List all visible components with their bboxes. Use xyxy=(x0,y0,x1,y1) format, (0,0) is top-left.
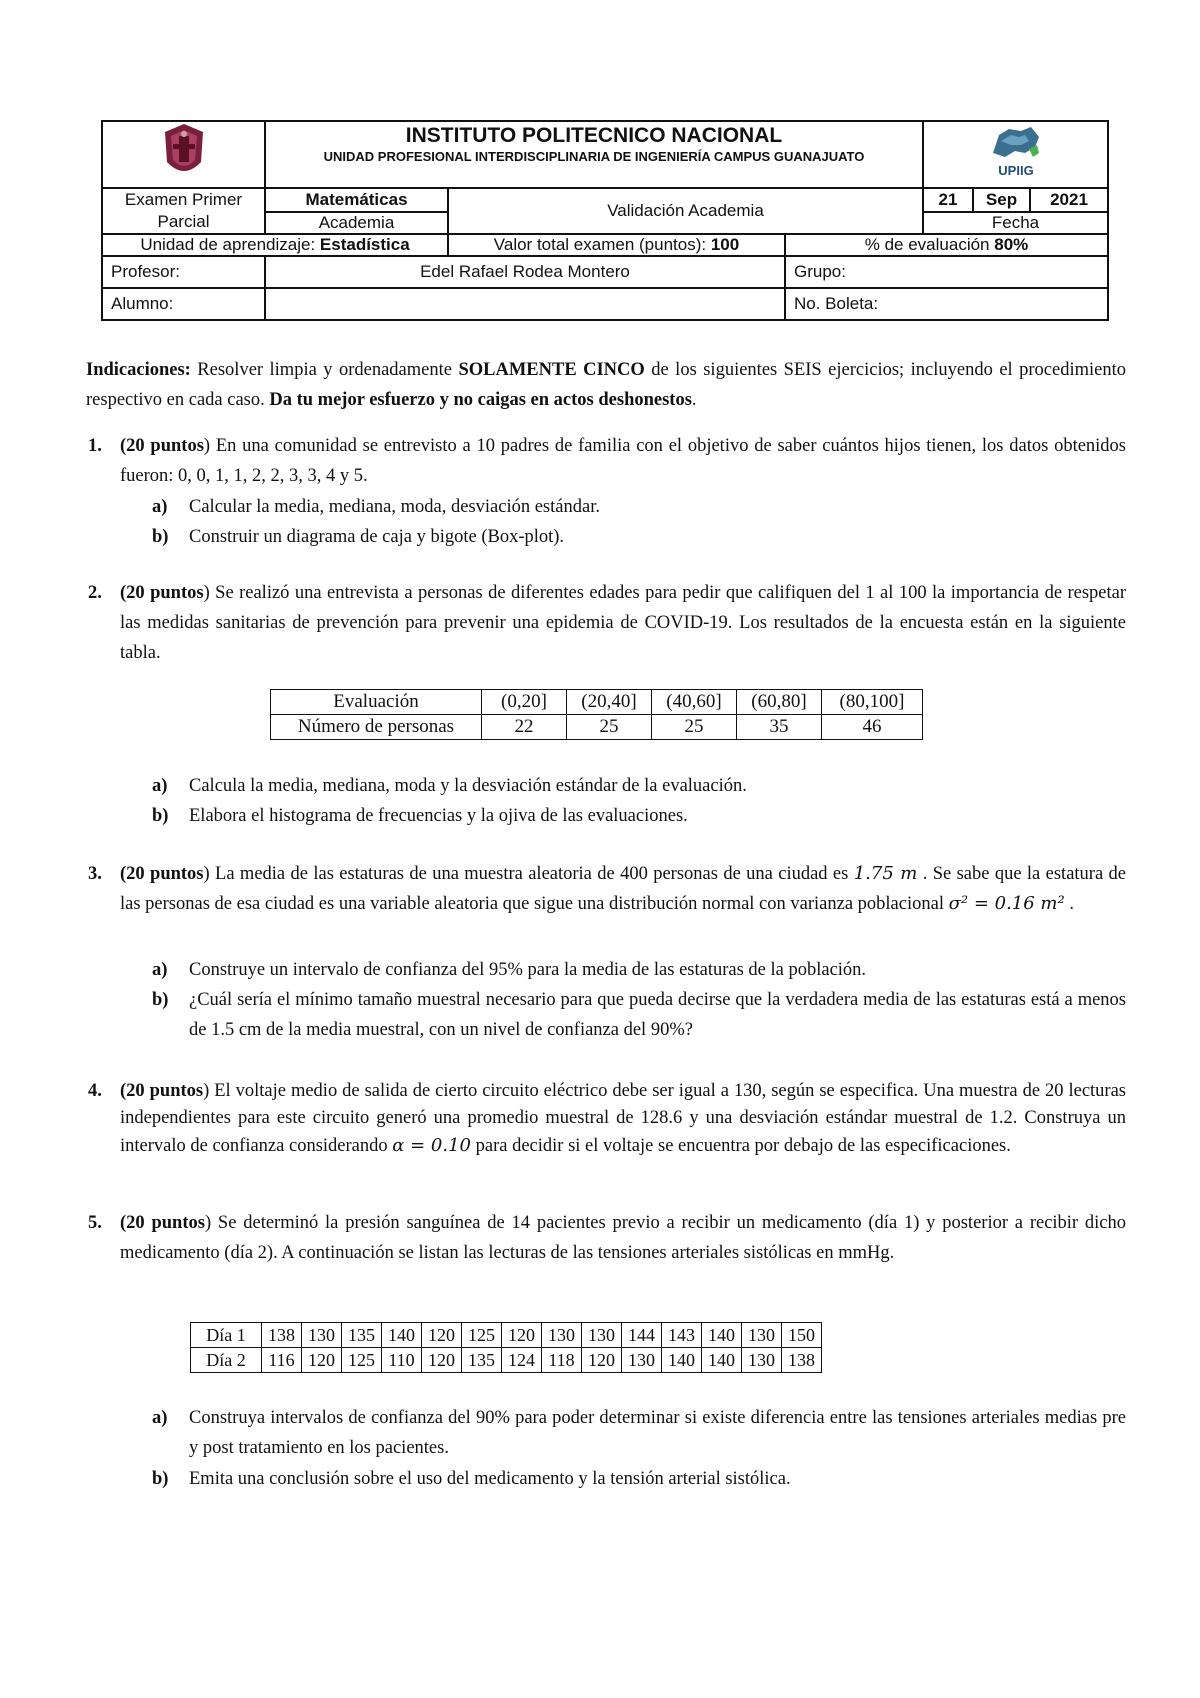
upiig-logo-icon xyxy=(985,123,1047,181)
persons-count-1: 22 xyxy=(482,715,567,740)
day1-label: Día 1 xyxy=(191,1323,262,1348)
day1-value: 140 xyxy=(382,1323,422,1348)
date-day: 21 xyxy=(923,188,973,212)
day1-value: 140 xyxy=(702,1323,742,1348)
part-a-label: a) xyxy=(152,497,168,517)
question-2-part-a xyxy=(152,771,1126,801)
question-5-b-text: Emita una conclusión sobre el uso del medicamento y la tensión arterial sistólica. xyxy=(189,1469,791,1489)
day2-value: 140 xyxy=(702,1348,742,1373)
question-3-points: (20 puntos xyxy=(120,864,204,884)
day2-value: 120 xyxy=(422,1348,462,1373)
evaluation-header: Evaluación xyxy=(271,690,482,715)
question-4-text-2: para decidir si el voltaje se encuentra por debajo de las especificaciones. xyxy=(471,1136,1011,1156)
evaluation-table xyxy=(270,689,923,740)
eval-interval-1: (0,20] xyxy=(482,690,567,715)
question-2-number: 2. xyxy=(88,583,102,603)
eval-interval-2: (20,40] xyxy=(567,690,652,715)
question-3-text-3: . xyxy=(1064,894,1074,914)
question-5-number: 5. xyxy=(88,1213,102,1233)
instructions-period: . xyxy=(691,390,697,410)
question-4-number: 4. xyxy=(88,1081,102,1101)
date-label-cell: Fecha xyxy=(923,212,1108,234)
question-4-text-1: ) El voltaje medio de salida de cierto circuito eléctrico debe ser igual a 130, según se especifica. Una muestra de 20 lecturas independientes para este circuito generó una promedio muestral de 128.6 y una desviación estándar muestral de 1.2. Construya un intervalo de confianza considerando xyxy=(120,1081,1126,1156)
professor-name: Edel Rafael Rodea Montero xyxy=(265,256,785,288)
learning-unit-label: Unidad de aprendizaje: xyxy=(140,235,320,254)
question-1-part-a xyxy=(152,492,1126,522)
learning-unit-cell xyxy=(102,234,448,256)
day2-value: 125 xyxy=(342,1348,382,1373)
group-field[interactable]: Grupo: xyxy=(785,256,1108,288)
date-year: 2021 xyxy=(1030,188,1108,212)
question-4 xyxy=(88,1078,1126,1160)
day2-value: 130 xyxy=(622,1348,662,1373)
ipn-logo-cell xyxy=(102,121,265,188)
question-3-a-text: Construye un intervalo de confianza del 95% para la media de las estaturas de la población. xyxy=(189,960,867,980)
academy-cell: Academia xyxy=(265,212,448,234)
question-1-text: ) En una comunidad se entrevisto a 10 padres de familia con el objetivo de saber cuántos hijos tienen, los datos obtenidos fueron: 0, 0, 1, 1, 2, 2, 3, 3, 4 y 5. xyxy=(120,436,1127,486)
question-5-text: ) Se determinó la presión sanguínea de 14 pacientes previo a recibir un medicamento (día 1) y posterior a recibir dicho medicamento (día 2). A continuación se listan las lecturas de las tensiones arteriales sistólicas en mmHg. xyxy=(120,1213,1127,1263)
question-2-a-text: Calcula la media, mediana, moda y la desviación estándar de la evaluación. xyxy=(189,776,747,796)
day2-value: 135 xyxy=(462,1348,502,1373)
question-1 xyxy=(88,431,1127,491)
institution-name: INSTITUTO POLITECNICO NACIONAL xyxy=(405,124,783,147)
question-5 xyxy=(88,1208,1127,1268)
question-5-part-b xyxy=(152,1464,1126,1494)
question-2-part-b xyxy=(152,801,1126,831)
instructions xyxy=(86,355,1126,415)
unit-name: UNIDAD PROFESIONAL INTERDISCIPLINARIA DE INGENIERÍA CAMPUS GUANAJUATO xyxy=(323,149,865,164)
question-1-a-text: Calcular la media, mediana, moda, desviación estándar. xyxy=(189,497,600,517)
day1-row xyxy=(191,1323,822,1348)
institution-cell xyxy=(265,121,923,188)
persons-count-2: 25 xyxy=(567,715,652,740)
day1-value: 120 xyxy=(422,1323,462,1348)
learning-unit-value: Estadística xyxy=(319,235,410,254)
part-b-label: b) xyxy=(152,1469,169,1489)
boleta-field[interactable]: No. Boleta: xyxy=(785,288,1108,320)
day2-value: 124 xyxy=(502,1348,542,1373)
day1-value: 130 xyxy=(542,1323,582,1348)
part-b-label: b) xyxy=(152,527,169,547)
upiig-logo-cell xyxy=(923,121,1108,188)
day2-label: Día 2 xyxy=(191,1348,262,1373)
day1-value: 120 xyxy=(502,1323,542,1348)
question-2-points: (20 puntos xyxy=(120,583,204,603)
day2-value: 120 xyxy=(582,1348,622,1373)
question-2-text: ) Se realizó una entrevista a personas de diferentes edades para pedir que califiquen del 1 al 100 la importancia de respetar las medidas sanitarias de prevención para prevenir una epidemia de COVID-19. Los resultados de la encuesta están en la siguiente tabla. xyxy=(120,583,1127,663)
total-points-label: Valor total examen (puntos): xyxy=(493,235,711,254)
instructions-text-2: de los siguientes SEIS ejercicios; incluyendo el procedimiento respectivo en cada caso. xyxy=(86,360,1126,410)
question-3-text-1: ) La media de las estaturas de una muestra aleatoria de 400 personas de una ciudad es xyxy=(203,864,854,884)
day1-value: 144 xyxy=(622,1323,662,1348)
day1-value: 130 xyxy=(302,1323,342,1348)
day2-value: 130 xyxy=(742,1348,782,1373)
exam-header-table xyxy=(101,120,1109,321)
day1-value: 125 xyxy=(462,1323,502,1348)
question-4-points: (20 puntos xyxy=(120,1081,204,1101)
persons-count-4: 35 xyxy=(737,715,822,740)
instructions-label: Indicaciones: xyxy=(86,360,191,380)
part-a-label: a) xyxy=(152,1408,168,1428)
day2-value: 120 xyxy=(302,1348,342,1373)
instructions-closing: Da tu mejor esfuerzo y no caigas en actos deshonestos xyxy=(269,390,692,410)
question-5-part-a xyxy=(152,1403,1126,1463)
day1-value: 143 xyxy=(662,1323,702,1348)
day2-row xyxy=(191,1348,822,1373)
instructions-emphasis: SOLAMENTE CINCO xyxy=(458,360,645,380)
day1-value: 138 xyxy=(262,1323,302,1348)
part-a-label: a) xyxy=(152,960,168,980)
day2-value: 116 xyxy=(262,1348,302,1373)
question-3-number: 3. xyxy=(88,864,102,884)
eval-interval-5: (80,100] xyxy=(822,690,923,715)
question-1-points: (20 puntos xyxy=(120,436,204,456)
ipn-logo-icon xyxy=(159,122,209,182)
professor-label: Profesor: xyxy=(102,256,265,288)
day2-value: 118 xyxy=(542,1348,582,1373)
question-3 xyxy=(88,859,1127,919)
subject-cell: Matemáticas xyxy=(265,188,448,212)
persons-count-5: 46 xyxy=(822,715,923,740)
total-points-value: 100 xyxy=(710,235,740,254)
blood-pressure-table xyxy=(190,1322,822,1373)
validation-cell: Validación Academia xyxy=(448,188,923,234)
exam-type-cell: Examen Primer Parcial xyxy=(102,188,265,234)
day1-value: 130 xyxy=(582,1323,622,1348)
persons-header: Número de personas xyxy=(271,715,482,740)
question-1-b-text: Construir un diagrama de caja y bigote (Box-plot). xyxy=(189,527,565,547)
question-5-points: (20 puntos xyxy=(120,1213,205,1233)
percent-label: % de evaluación xyxy=(864,235,995,254)
height-mean-formula: 1.75 m xyxy=(853,863,918,884)
day1-value: 130 xyxy=(742,1323,782,1348)
alpha-formula: α = 0.10 xyxy=(392,1135,472,1156)
instructions-text-1: Resolver limpia y ordenadamente xyxy=(190,360,459,380)
part-b-label: b) xyxy=(152,990,169,1010)
day2-value: 140 xyxy=(662,1348,702,1373)
day1-value: 135 xyxy=(342,1323,382,1348)
question-1-number: 1. xyxy=(88,436,102,456)
percent-cell xyxy=(785,234,1108,256)
question-5-a-text: Construya intervalos de confianza del 90% para poder determinar si existe diferencia entre las tensiones arteriales medias pre y post tratamiento en los pacientes. xyxy=(189,1408,1126,1458)
question-2 xyxy=(88,578,1127,668)
question-1-part-b xyxy=(152,522,1126,552)
eval-interval-3: (40,60] xyxy=(652,690,737,715)
day1-value: 150 xyxy=(782,1323,822,1348)
student-label: Alumno: xyxy=(102,288,265,320)
student-field[interactable] xyxy=(265,288,785,320)
percent-value: 80% xyxy=(994,235,1029,254)
persons-count-3: 25 xyxy=(652,715,737,740)
date-month: Sep xyxy=(973,188,1030,212)
variance-formula: σ² = 0.16 m² xyxy=(948,893,1065,914)
question-2-b-text: Elabora el histograma de frecuencias y la ojiva de las evaluaciones. xyxy=(189,806,688,826)
question-3-part-b xyxy=(152,985,1126,1045)
question-3-part-a xyxy=(152,955,1126,985)
day2-value: 110 xyxy=(382,1348,422,1373)
eval-interval-4: (60,80] xyxy=(737,690,822,715)
part-a-label: a) xyxy=(152,776,168,796)
question-3-text-2: . Se sabe que la estatura de las personas de esa ciudad es una variable aleatoria que sigue una distribución normal con varianza poblacional xyxy=(120,864,1127,914)
upiig-logo-text: UPIIG xyxy=(997,163,1034,178)
day2-value: 138 xyxy=(782,1348,822,1373)
question-3-b-text: ¿Cuál sería el mínimo tamaño muestral necesario para que pueda decirse que la verdadera media de las estaturas está a menos de 1.5 cm de la media muestral, con un nivel de confianza del 90%? xyxy=(189,990,1126,1040)
total-points-cell xyxy=(448,234,785,256)
part-b-label: b) xyxy=(152,806,169,826)
